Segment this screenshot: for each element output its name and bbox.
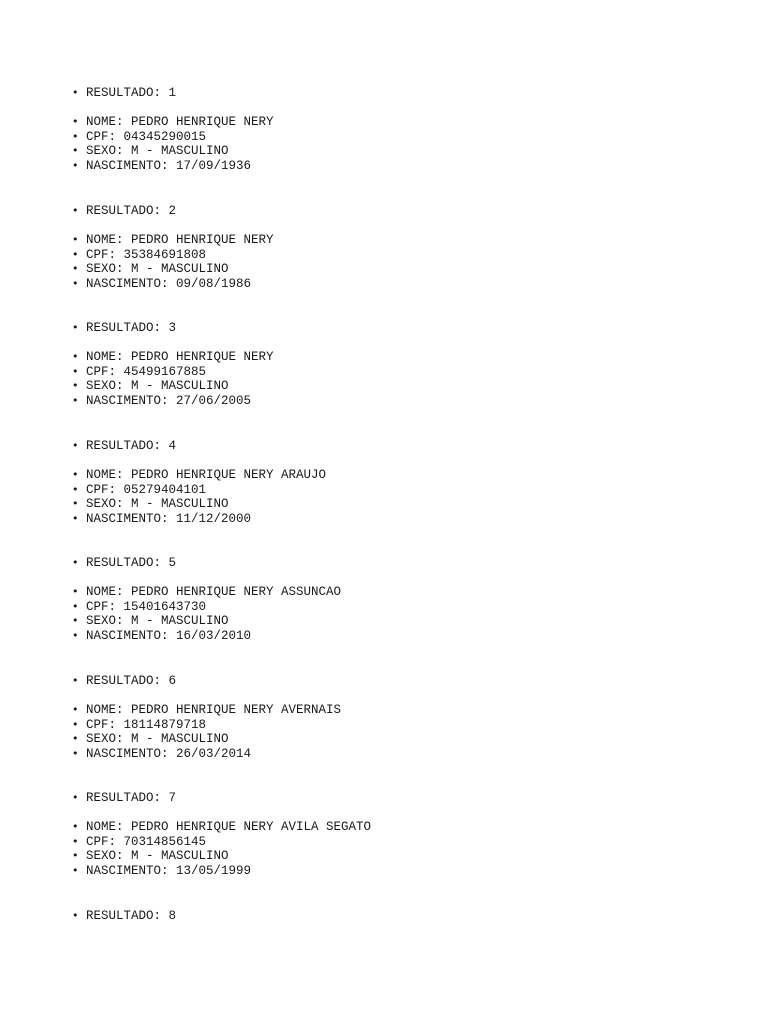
bullet-icon: • bbox=[72, 364, 79, 378]
bullet-icon: • bbox=[72, 849, 79, 863]
birth-line bbox=[72, 629, 732, 644]
bullet-icon: • bbox=[72, 247, 79, 261]
name-value: NOME: PEDRO HENRIQUE NERY ARAUJO bbox=[86, 467, 327, 482]
sex-line bbox=[72, 379, 732, 394]
bullet-icon: • bbox=[72, 262, 79, 276]
result-number-line bbox=[72, 674, 732, 689]
cpf-value: CPF: 04345290015 bbox=[86, 129, 207, 144]
cpf-line bbox=[72, 835, 732, 850]
bullet-icon: • bbox=[72, 349, 79, 363]
name-value: NOME: PEDRO HENRIQUE NERY bbox=[86, 114, 274, 129]
bullet-icon: • bbox=[72, 599, 79, 613]
result-record bbox=[72, 86, 732, 174]
bullet-icon: • bbox=[72, 467, 79, 481]
birth-value: NASCIMENTO: 11/12/2000 bbox=[86, 512, 252, 527]
bullet-icon: • bbox=[72, 86, 79, 99]
cpf-line bbox=[72, 483, 732, 498]
name-value: NOME: PEDRO HENRIQUE NERY AVILA SEGATO bbox=[86, 819, 372, 834]
bullet-icon: • bbox=[72, 791, 79, 804]
result-number: RESULTADO: 8 bbox=[86, 909, 177, 923]
cpf-value: CPF: 05279404101 bbox=[86, 482, 207, 497]
bullet-icon: • bbox=[72, 864, 79, 878]
name-value: NOME: PEDRO HENRIQUE NERY bbox=[86, 349, 274, 364]
sex-line bbox=[72, 497, 732, 512]
bullet-icon: • bbox=[72, 497, 79, 511]
name-line bbox=[72, 233, 732, 248]
cpf-line bbox=[72, 248, 732, 263]
bullet-icon: • bbox=[72, 232, 79, 246]
name-value: NOME: PEDRO HENRIQUE NERY AVERNAIS bbox=[86, 702, 342, 717]
bullet-icon: • bbox=[72, 394, 79, 408]
sex-value: SEXO: M - MASCULINO bbox=[86, 262, 229, 277]
result-number: RESULTADO: 7 bbox=[86, 791, 177, 805]
cpf-value: CPF: 15401643730 bbox=[86, 599, 207, 614]
result-number-line bbox=[72, 791, 732, 806]
name-line bbox=[72, 585, 732, 600]
sex-value: SEXO: M - MASCULINO bbox=[86, 379, 229, 394]
result-number-line bbox=[72, 204, 732, 219]
birth-line bbox=[72, 747, 732, 762]
bullet-icon: • bbox=[72, 819, 79, 833]
result-number: RESULTADO: 1 bbox=[86, 86, 177, 100]
sex-value: SEXO: M - MASCULINO bbox=[86, 497, 229, 512]
name-line bbox=[72, 820, 732, 835]
sex-value: SEXO: M - MASCULINO bbox=[86, 849, 229, 864]
name-line bbox=[72, 350, 732, 365]
bullet-icon: • bbox=[72, 321, 79, 334]
birth-value: NASCIMENTO: 27/06/2005 bbox=[86, 394, 252, 409]
bullet-icon: • bbox=[72, 482, 79, 496]
bullet-icon: • bbox=[72, 144, 79, 158]
bullet-icon: • bbox=[72, 556, 79, 569]
result-number: RESULTADO: 6 bbox=[86, 674, 177, 688]
bullet-icon: • bbox=[72, 732, 79, 746]
result-number-line bbox=[72, 909, 732, 924]
name-line bbox=[72, 703, 732, 718]
result-record bbox=[72, 321, 732, 409]
sex-value: SEXO: M - MASCULINO bbox=[86, 732, 229, 747]
cpf-line bbox=[72, 600, 732, 615]
result-record bbox=[72, 204, 732, 292]
cpf-value: CPF: 70314856145 bbox=[86, 834, 207, 849]
result-number-line bbox=[72, 321, 732, 336]
result-record bbox=[72, 909, 732, 924]
result-record bbox=[72, 556, 732, 644]
bullet-icon: • bbox=[72, 584, 79, 598]
cpf-line bbox=[72, 718, 732, 733]
name-value: NOME: PEDRO HENRIQUE NERY ASSUNCAO bbox=[86, 584, 342, 599]
cpf-value: CPF: 45499167885 bbox=[86, 364, 207, 379]
bullet-icon: • bbox=[72, 204, 79, 217]
cpf-line bbox=[72, 365, 732, 380]
cpf-value: CPF: 18114879718 bbox=[86, 717, 207, 732]
sex-line bbox=[72, 732, 732, 747]
birth-line bbox=[72, 394, 732, 409]
bullet-icon: • bbox=[72, 747, 79, 761]
birth-value: NASCIMENTO: 09/08/1986 bbox=[86, 277, 252, 292]
sex-line bbox=[72, 262, 732, 277]
bullet-icon: • bbox=[72, 909, 79, 922]
name-line bbox=[72, 468, 732, 483]
bullet-icon: • bbox=[72, 129, 79, 143]
bullet-icon: • bbox=[72, 717, 79, 731]
name-value: NOME: PEDRO HENRIQUE NERY bbox=[86, 232, 274, 247]
bullet-icon: • bbox=[72, 439, 79, 452]
bullet-icon: • bbox=[72, 277, 79, 291]
bullet-icon: • bbox=[72, 834, 79, 848]
birth-line bbox=[72, 159, 732, 174]
bullet-icon: • bbox=[72, 379, 79, 393]
result-number: RESULTADO: 3 bbox=[86, 321, 177, 335]
birth-value: NASCIMENTO: 17/09/1936 bbox=[86, 159, 252, 174]
bullet-icon: • bbox=[72, 702, 79, 716]
result-record bbox=[72, 791, 732, 879]
bullet-icon: • bbox=[72, 159, 79, 173]
sex-value: SEXO: M - MASCULINO bbox=[86, 614, 229, 629]
sex-line bbox=[72, 144, 732, 159]
birth-line bbox=[72, 512, 732, 527]
birth-value: NASCIMENTO: 26/03/2014 bbox=[86, 747, 252, 762]
result-number: RESULTADO: 5 bbox=[86, 556, 177, 570]
birth-line bbox=[72, 864, 732, 879]
result-number: RESULTADO: 4 bbox=[86, 439, 177, 453]
sex-line bbox=[72, 849, 732, 864]
result-record bbox=[72, 674, 732, 762]
bullet-icon: • bbox=[72, 114, 79, 128]
result-number: RESULTADO: 2 bbox=[86, 204, 177, 218]
birth-value: NASCIMENTO: 16/03/2010 bbox=[86, 629, 252, 644]
bullet-icon: • bbox=[72, 614, 79, 628]
cpf-value: CPF: 35384691808 bbox=[86, 247, 207, 262]
result-number-line bbox=[72, 439, 732, 454]
bullet-icon: • bbox=[72, 674, 79, 687]
birth-value: NASCIMENTO: 13/05/1999 bbox=[86, 864, 252, 879]
sex-value: SEXO: M - MASCULINO bbox=[86, 144, 229, 159]
result-record bbox=[72, 439, 732, 527]
result-number-line bbox=[72, 556, 732, 571]
result-number-line bbox=[72, 86, 732, 101]
bullet-icon: • bbox=[72, 512, 79, 526]
sex-line bbox=[72, 614, 732, 629]
birth-line bbox=[72, 277, 732, 292]
bullet-icon: • bbox=[72, 629, 79, 643]
name-line bbox=[72, 115, 732, 130]
cpf-line bbox=[72, 130, 732, 145]
